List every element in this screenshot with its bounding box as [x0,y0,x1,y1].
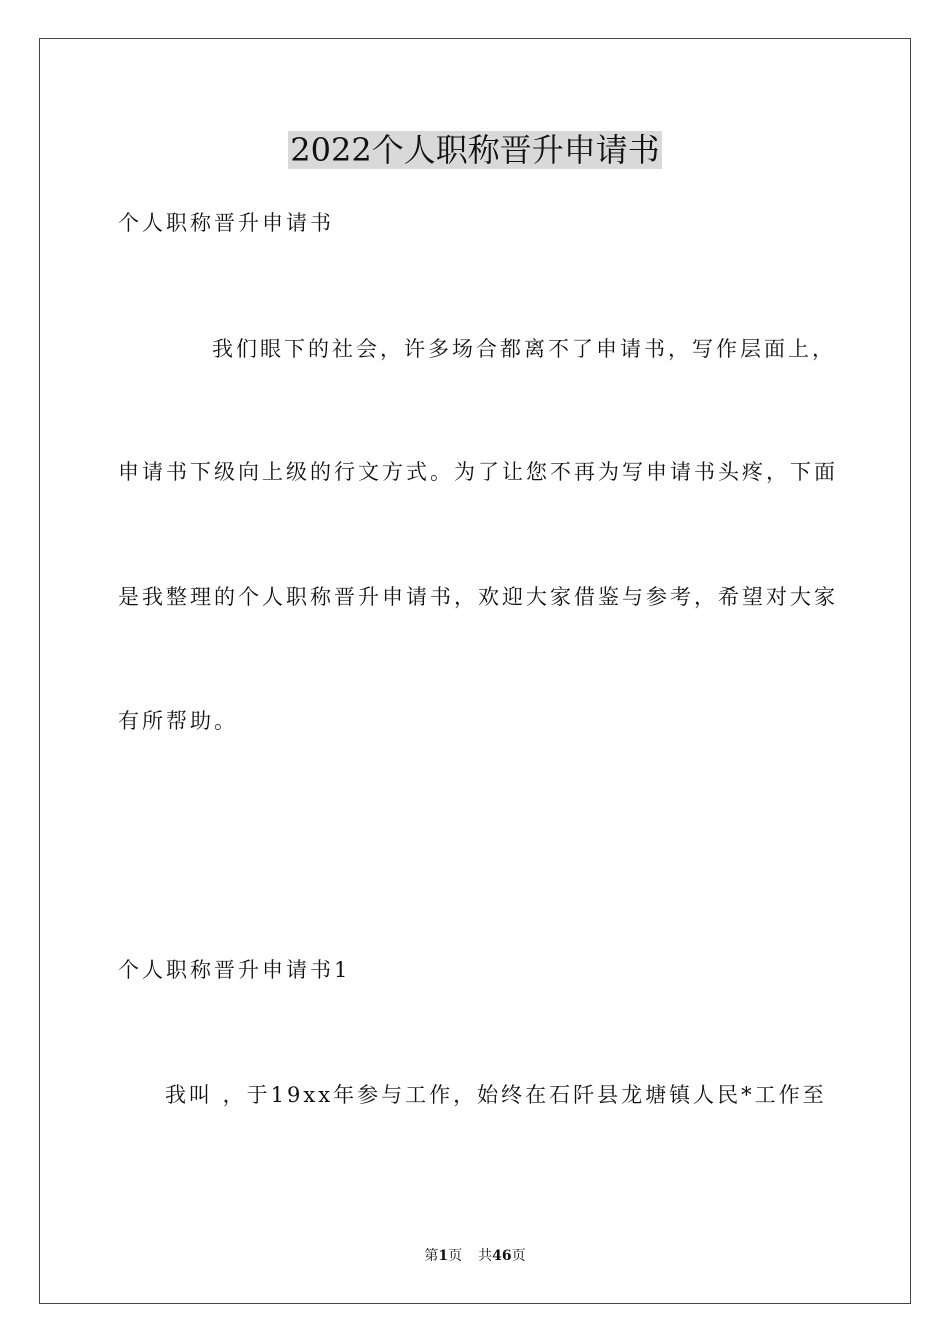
footer-total-suffix: 页 [511,1248,526,1264]
section-first-line: 我叫 ，于19xx年参与工作，始终在石阡县龙塘镇人民*工作至 [165,1083,827,1107]
paragraph-line-2: 申请书下级向上级的行文方式。为了让您不再为写申请书头疼，下面 [118,460,838,484]
document-title [0,128,950,172]
paragraph-line-4: 有所帮助。 [118,709,238,733]
footer-page-suffix: 页 [448,1248,463,1264]
footer-page-number: 1 [438,1248,449,1264]
footer-page-prefix: 第 [424,1248,439,1264]
footer-total-pages: 46 [492,1248,512,1264]
footer-total-prefix: 共 [478,1248,493,1264]
section-heading: 个人职称晋升申请书1 [118,958,351,982]
document-title-text: 2022个人职称晋升申请书 [290,131,660,169]
paragraph-line-3: 是我整理的个人职称晋升申请书，欢迎大家借鉴与参考，希望对大家 [118,585,838,609]
page-footer [0,1246,950,1266]
document-subtitle: 个人职称晋升申请书 [118,211,334,235]
paragraph-line-1: 我们眼下的社会，许多场合都离不了申请书，写作层面上， [212,337,836,361]
